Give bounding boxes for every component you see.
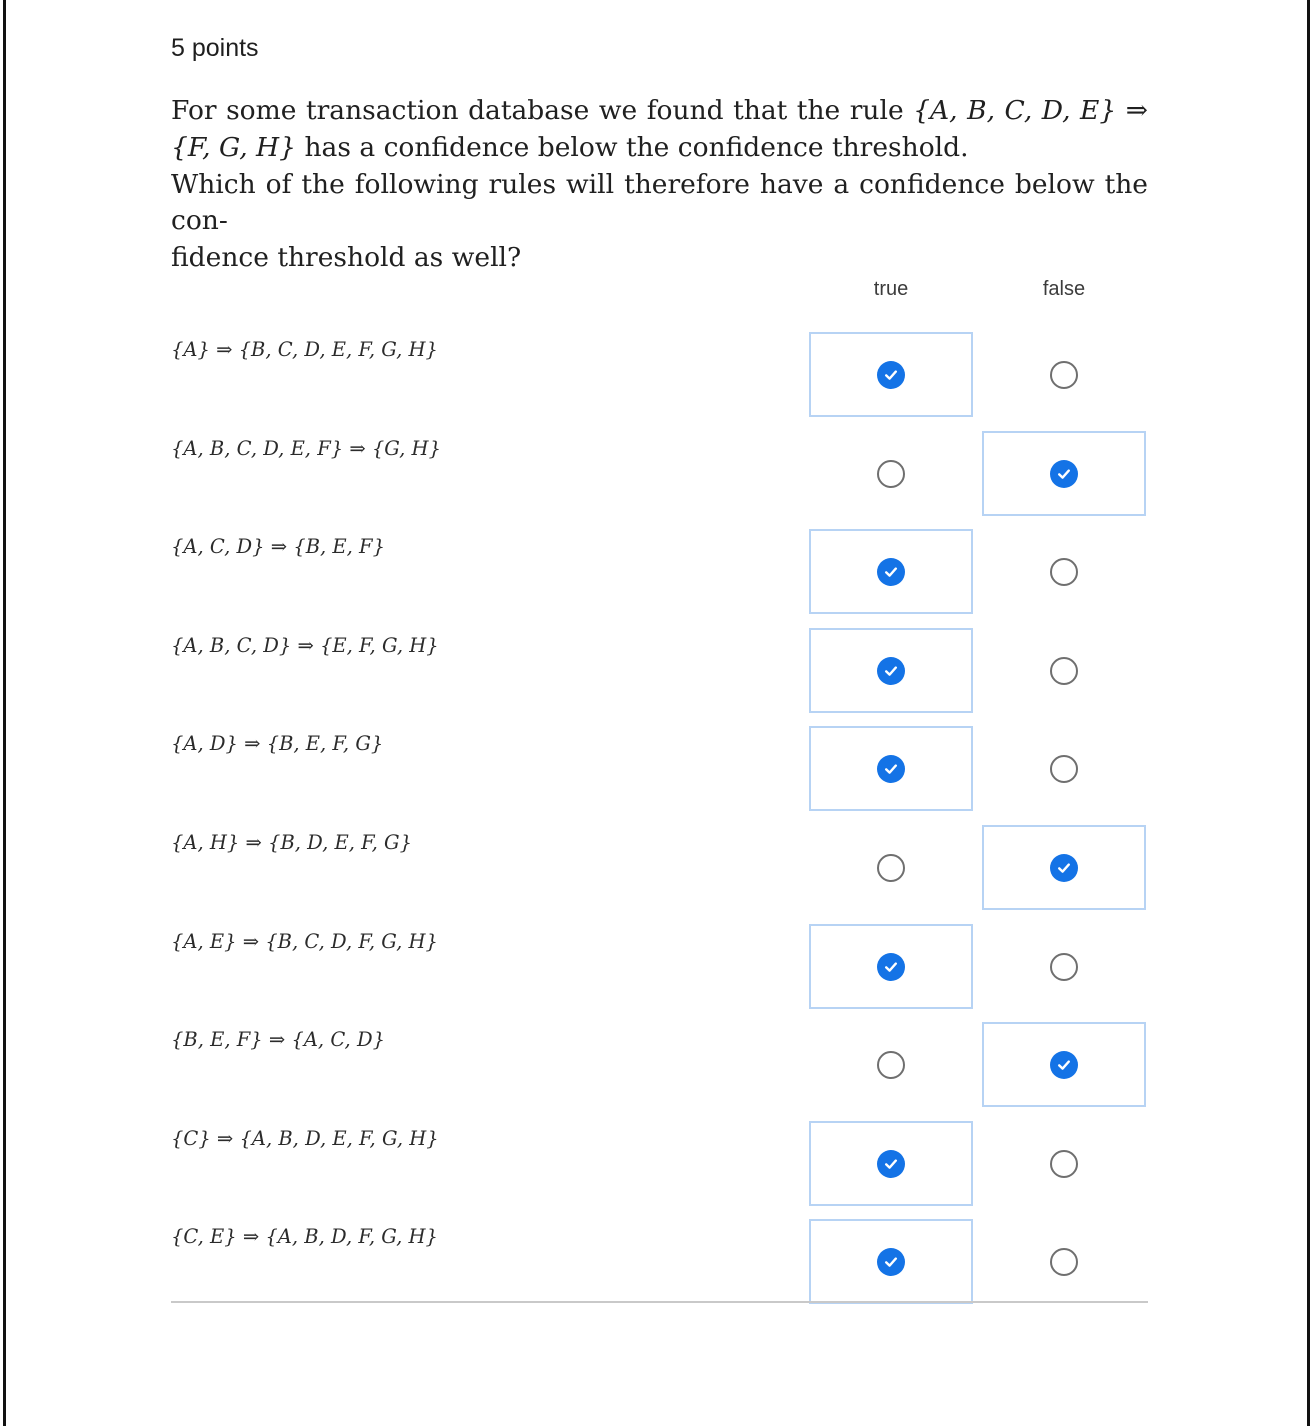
answer-cell-false[interactable]	[982, 1219, 1146, 1304]
given-rule-rhs: {F, G, H}	[171, 131, 297, 163]
radio-false[interactable]	[1050, 657, 1078, 685]
answer-cell-true[interactable]	[809, 431, 973, 516]
answer-cell-false[interactable]	[982, 529, 1146, 614]
answer-cell-true[interactable]	[809, 924, 973, 1009]
points-label: 5 points	[171, 34, 259, 62]
table-row	[171, 726, 1148, 812]
answer-cell-false[interactable]	[982, 332, 1146, 417]
radio-false[interactable]	[1050, 1051, 1078, 1079]
radio-true[interactable]	[877, 1051, 905, 1079]
radio-false[interactable]	[1050, 558, 1078, 586]
question-line-4: fidence threshold as well?	[171, 242, 522, 274]
table-row	[171, 332, 1148, 418]
checkmark-icon	[1056, 860, 1072, 876]
rule-label: {C} ⇒ {A, B, D, E, F, G, H}	[171, 1127, 439, 1150]
radio-true[interactable]	[877, 657, 905, 685]
answer-cell-true[interactable]	[809, 1022, 973, 1107]
column-header-true: true	[873, 278, 909, 300]
radio-true[interactable]	[877, 755, 905, 783]
answer-cell-true[interactable]	[809, 825, 973, 910]
table-row	[171, 1219, 1148, 1305]
radio-true[interactable]	[877, 558, 905, 586]
checkmark-icon	[883, 761, 899, 777]
answer-cell-true[interactable]	[809, 529, 973, 614]
answer-cell-false[interactable]	[982, 924, 1146, 1009]
answer-cell-true[interactable]	[809, 332, 973, 417]
radio-false[interactable]	[1050, 755, 1078, 783]
rule-label: {A, C, D} ⇒ {B, E, F}	[171, 535, 385, 558]
answer-cell-false[interactable]	[982, 726, 1146, 811]
answer-cell-true[interactable]	[809, 1121, 973, 1206]
radio-false[interactable]	[1050, 460, 1078, 488]
table-row	[171, 431, 1148, 517]
radio-false[interactable]	[1050, 1150, 1078, 1178]
column-header-false: false	[1042, 278, 1086, 300]
question-line-1	[171, 93, 1148, 130]
rule-label: {A, H} ⇒ {B, D, E, F, G}	[171, 831, 413, 854]
table-row	[171, 529, 1148, 615]
checkmark-icon	[883, 367, 899, 383]
rule-label: {A, D} ⇒ {B, E, F, G}	[171, 732, 384, 755]
rule-label: {A, E} ⇒ {B, C, D, F, G, H}	[171, 930, 438, 953]
question-line-3: Which of the following rules will therefore have a confidence below the con-	[171, 168, 1148, 237]
rule-label: {A, B, C, D, E, F} ⇒ {G, H}	[171, 437, 441, 460]
table-row	[171, 628, 1148, 714]
question-line-2	[171, 130, 1148, 167]
radio-true[interactable]	[877, 1150, 905, 1178]
rule-label: {A} ⇒ {B, C, D, E, F, G, H}	[171, 338, 438, 361]
given-rule-lhs: {A, B, C, D, E} ⇒	[913, 95, 1148, 126]
rule-label: {B, E, F} ⇒ {A, C, D}	[171, 1028, 385, 1051]
radio-false[interactable]	[1050, 953, 1078, 981]
question-line-1-text: For some transaction database we found that the rule	[171, 95, 904, 126]
bottom-divider	[171, 1301, 1148, 1303]
answer-cell-false[interactable]	[982, 1022, 1146, 1107]
checkmark-icon	[1056, 1057, 1072, 1073]
radio-true[interactable]	[877, 953, 905, 981]
question-text	[171, 93, 1148, 277]
radio-false[interactable]	[1050, 1248, 1078, 1276]
answer-cell-false[interactable]	[982, 1121, 1146, 1206]
rule-label: {C, E} ⇒ {A, B, D, F, G, H}	[171, 1225, 438, 1248]
answer-cell-false[interactable]	[982, 431, 1146, 516]
checkmark-icon	[883, 1254, 899, 1270]
answer-cell-true[interactable]	[809, 628, 973, 713]
table-row	[171, 1022, 1148, 1108]
checkmark-icon	[883, 663, 899, 679]
answer-cell-true[interactable]	[809, 1219, 973, 1304]
table-row	[171, 1121, 1148, 1207]
answer-cell-true[interactable]	[809, 726, 973, 811]
radio-true[interactable]	[877, 854, 905, 882]
table-row	[171, 825, 1148, 911]
checkmark-icon	[883, 959, 899, 975]
radio-true[interactable]	[877, 460, 905, 488]
checkmark-icon	[883, 1156, 899, 1172]
table-row	[171, 924, 1148, 1010]
question-line-2-text: has a confidence below the confidence threshold.	[304, 131, 969, 163]
radio-false[interactable]	[1050, 854, 1078, 882]
checkmark-icon	[883, 564, 899, 580]
checkmark-icon	[1056, 466, 1072, 482]
rule-label: {A, B, C, D} ⇒ {E, F, G, H}	[171, 634, 439, 657]
radio-true[interactable]	[877, 361, 905, 389]
answer-cell-false[interactable]	[982, 825, 1146, 910]
answer-cell-false[interactable]	[982, 628, 1146, 713]
radio-true[interactable]	[877, 1248, 905, 1276]
radio-false[interactable]	[1050, 361, 1078, 389]
